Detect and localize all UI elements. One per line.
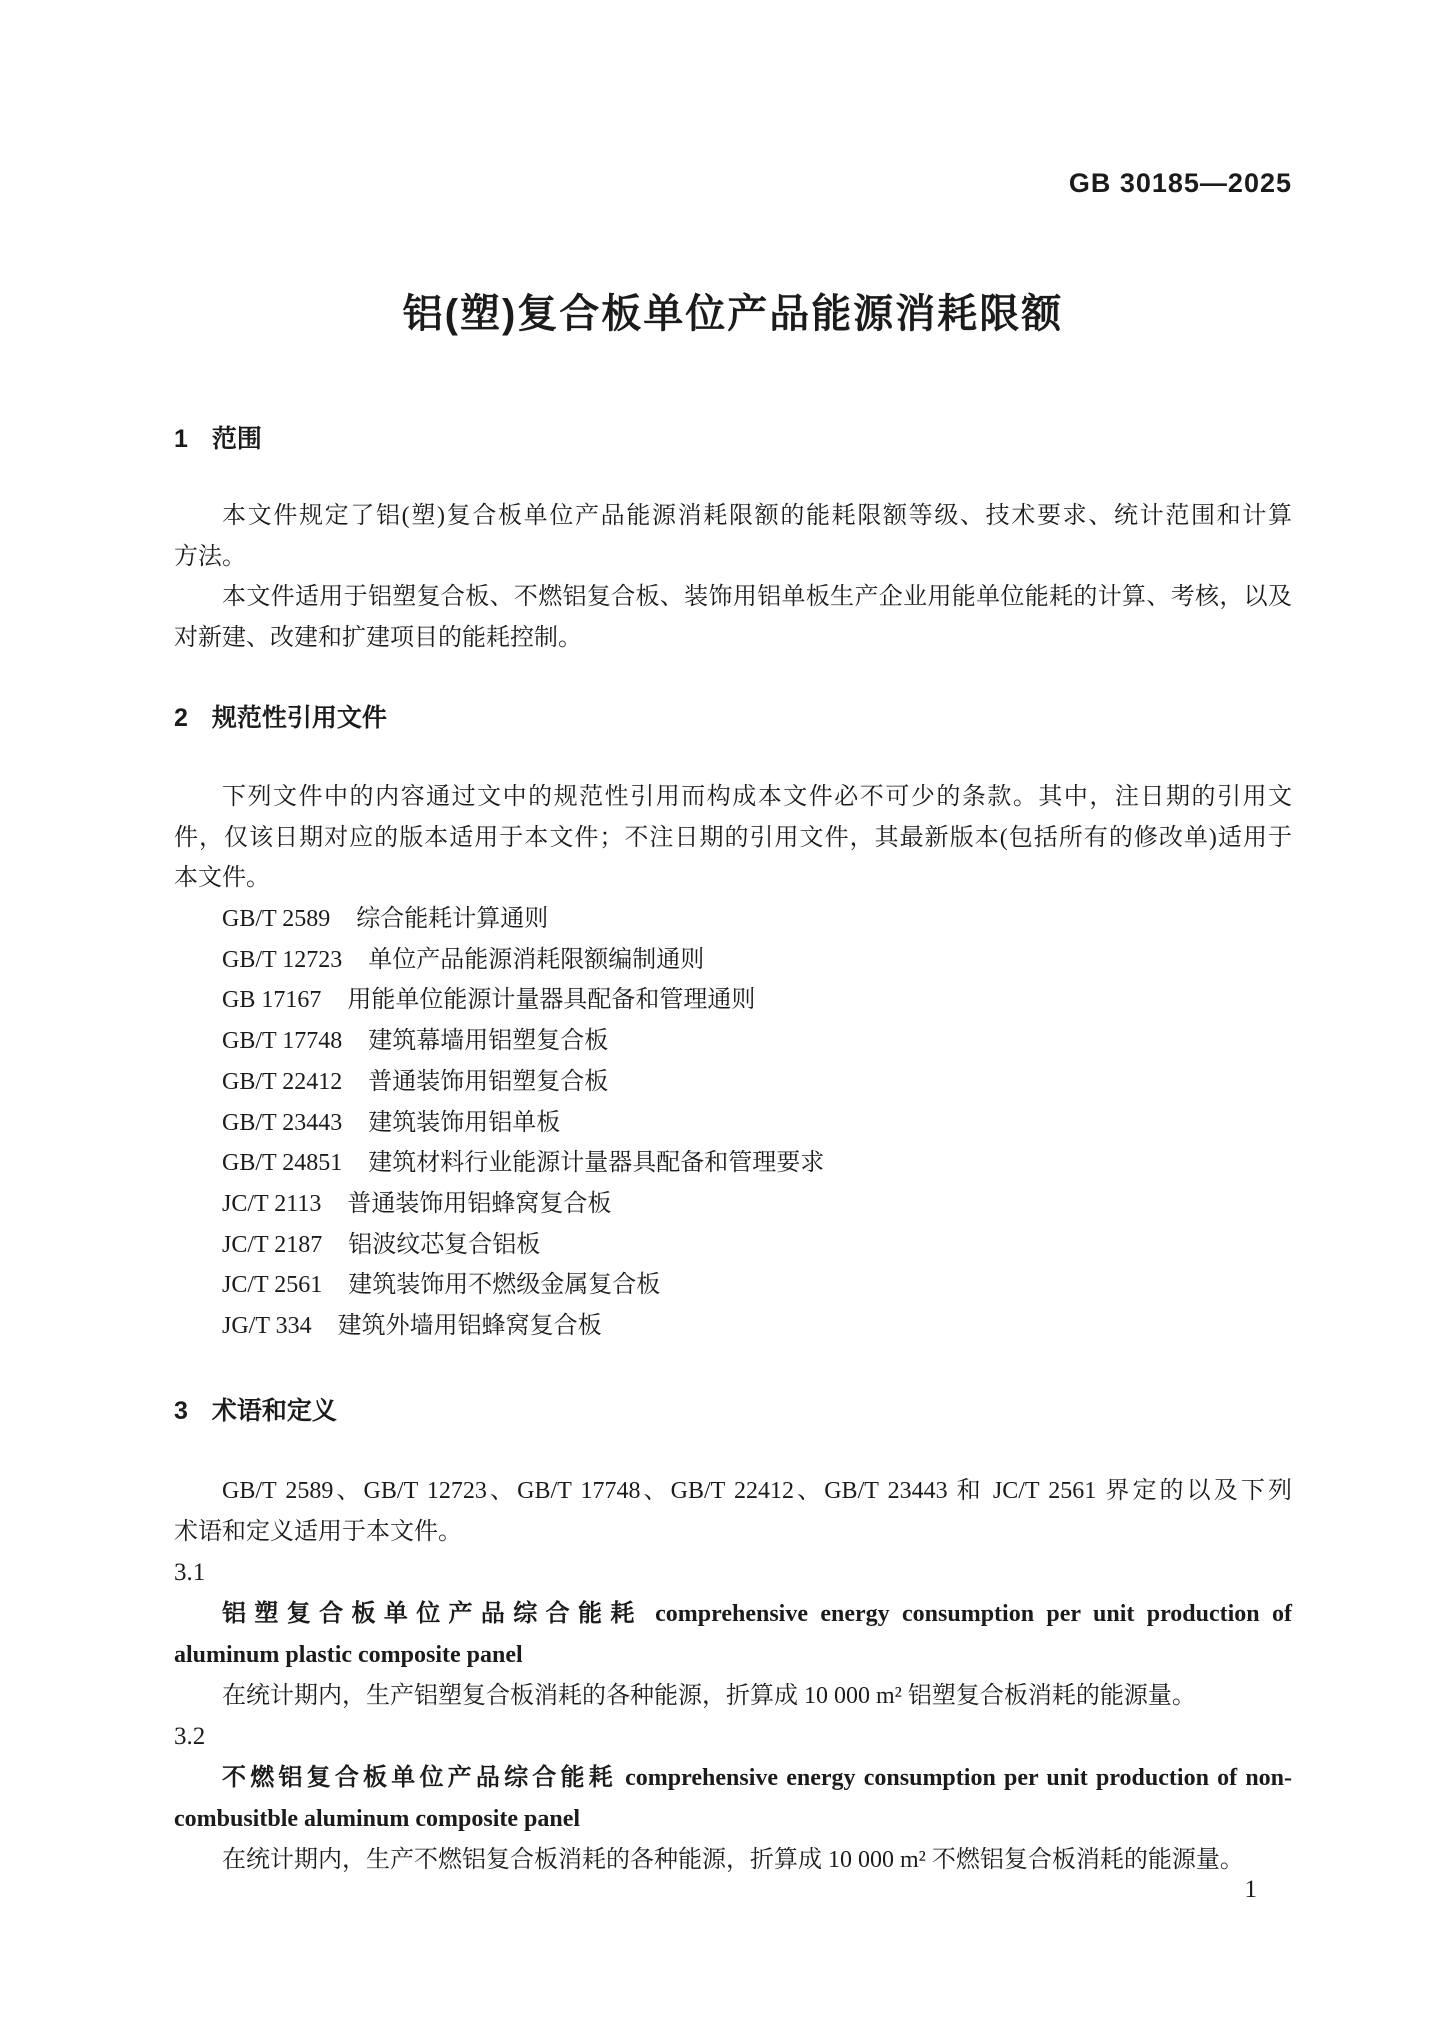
reference-code: GB/T 23443: [222, 1109, 343, 1136]
section-heading-normative-refs: [174, 698, 1292, 739]
reference-title: 建筑外墙用铝蜂窝复合板: [337, 1313, 602, 1340]
reference-title: 铝波纹芯复合铝板: [348, 1231, 541, 1258]
reference-title: 用能单位能源计量器具配备和管理通则: [347, 987, 756, 1014]
reference-code: GB/T 22412: [222, 1068, 343, 1095]
reference-item: [174, 1225, 1292, 1266]
term-english-continued: combusitble aluminum composite panel: [174, 1805, 581, 1832]
reference-code: JG/T 334: [222, 1313, 312, 1340]
scope-paragraph-1: [174, 496, 1292, 577]
reference-item: [174, 1184, 1292, 1225]
reference-item: [174, 1062, 1292, 1103]
reference-code: GB 17167: [222, 987, 322, 1014]
text-line: 本文件。: [174, 865, 270, 892]
clause-label-3-2: 3.2: [174, 1723, 206, 1750]
term-1-definition: [174, 1676, 1292, 1717]
reference-code: GB/T 17748: [222, 1028, 343, 1055]
section-heading-scope: [174, 419, 1292, 460]
reference-item: [174, 1265, 1292, 1306]
text-line: GB/T 2589、GB/T 12723、GB/T 17748、GB/T 22412、GB/T 23443 和 JC/T 2561 界定的以及下列: [222, 1478, 1292, 1504]
section-number: 1: [174, 425, 188, 453]
term-line: [174, 1758, 1292, 1799]
term-2-definition: [174, 1840, 1292, 1881]
reference-item: [174, 980, 1292, 1021]
reference-item: [174, 1143, 1292, 1184]
reference-item: [174, 940, 1292, 981]
term-chinese: 铝塑复合板单位产品综合能耗: [222, 1600, 643, 1627]
term-english: comprehensive energy consumption per unit production of: [655, 1601, 1293, 1627]
standard-code: GB 30185—2025: [1068, 168, 1292, 198]
text-line: 方法。: [174, 543, 246, 570]
text-line: 本文件规定了铝(塑)复合板单位产品能源消耗限额的能耗限额等级、技术要求、统计范围和计算: [222, 503, 1292, 529]
reference-item: [174, 1103, 1292, 1144]
section-number: 2: [174, 704, 188, 732]
section-title: 规范性引用文件: [211, 704, 387, 732]
text-line: 在统计期内，生产铝塑复合板消耗的各种能源，折算成 10 000 m² 铝塑复合板消耗的能源量。: [222, 1683, 1196, 1709]
text-line: 件，仅该日期对应的版本适用于本文件；不注日期的引用文件，其最新版本(包括所有的修改单)适用于: [174, 824, 1292, 851]
document-title: 铝(塑)复合板单位产品能源消耗限额: [402, 292, 1064, 336]
term-english: comprehensive energy consumption per unit production of non-: [625, 1765, 1293, 1791]
normative-refs-list: [174, 899, 1292, 1347]
reference-item: [174, 1306, 1292, 1347]
normative-refs-intro: [174, 777, 1292, 899]
text-line: 在统计期内，生产不燃铝复合板消耗的各种能源，折算成 10 000 m² 不燃铝复合板消耗的能源量。: [222, 1847, 1244, 1873]
term-line: [174, 1594, 1292, 1635]
term-1-heading: [174, 1594, 1292, 1675]
page-number: 1: [1244, 1876, 1257, 1903]
text-line: 术语和定义适用于本文件。: [174, 1518, 462, 1545]
reference-title: 普通装饰用铝蜂窝复合板: [347, 1190, 612, 1217]
scope-paragraph-2: [174, 577, 1292, 658]
section-heading-terms: [174, 1391, 1292, 1432]
section-number: 3: [174, 1397, 188, 1425]
term-english-continued: aluminum plastic composite panel: [174, 1641, 523, 1668]
section-title: 术语和定义: [211, 1397, 337, 1425]
text-line: 本文件适用于铝塑复合板、不燃铝复合板、装饰用铝单板生产企业用能单位能耗的计算、考核，以及: [222, 584, 1292, 610]
term-chinese: 不燃铝复合板单位产品综合能耗: [222, 1764, 617, 1791]
term-2-heading: [174, 1758, 1292, 1839]
text-line: 下列文件中的内容通过文中的规范性引用而构成本文件必不可少的条款。其中，注日期的引用文: [222, 784, 1292, 810]
reference-code: GB/T 12723: [222, 946, 343, 973]
reference-code: GB/T 24851: [222, 1150, 343, 1177]
reference-code: GB/T 2589: [222, 906, 331, 932]
text-line: 对新建、改建和扩建项目的能耗控制。: [174, 624, 582, 651]
reference-title: 建筑装饰用不燃级金属复合板: [348, 1272, 661, 1299]
reference-title: 综合能耗计算通则: [356, 906, 549, 932]
reference-code: JC/T 2113: [222, 1190, 322, 1217]
reference-code: JC/T 2561: [222, 1272, 323, 1299]
reference-item: [174, 1021, 1292, 1062]
reference-title: 建筑幕墙用铝塑复合板: [368, 1028, 609, 1055]
terms-intro: [174, 1471, 1292, 1552]
clause-label-3-1: 3.1: [174, 1559, 206, 1586]
section-title: 范围: [211, 425, 262, 453]
reference-title: 建筑材料行业能源计量器具配备和管理要求: [368, 1150, 825, 1177]
reference-item: [174, 899, 1292, 940]
reference-title: 建筑装饰用铝单板: [368, 1109, 561, 1136]
reference-title: 普通装饰用铝塑复合板: [368, 1068, 609, 1095]
reference-code: JC/T 2187: [222, 1231, 323, 1258]
reference-title: 单位产品能源消耗限额编制通则: [368, 946, 705, 973]
